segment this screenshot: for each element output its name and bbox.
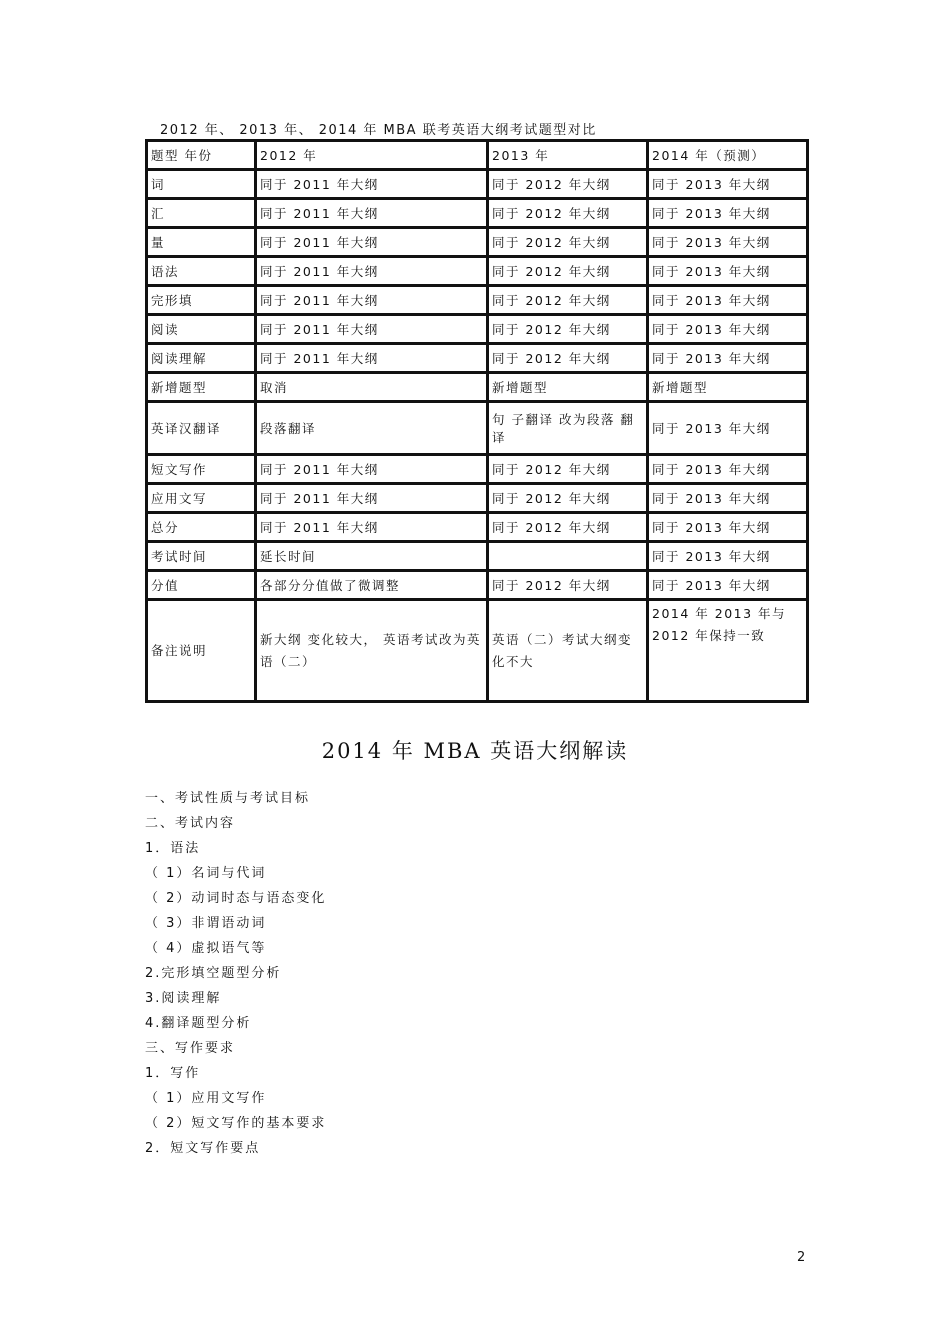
table-row	[147, 315, 808, 344]
header-cell: 2013 年	[488, 141, 648, 170]
table-row	[147, 228, 808, 257]
outline-item: 4.翻译题型分析	[145, 1016, 252, 1031]
outline-item: （ 4）虚拟语气等	[145, 941, 267, 956]
table-cell: 同于 2012 年大纲	[488, 286, 648, 315]
table-cell: 同于 2012 年大纲	[488, 170, 648, 199]
table-cell: 同于 2012 年大纲	[488, 513, 648, 542]
table-cell: 句 子翻译 改为段落 翻 译	[488, 402, 648, 455]
table-cell: 同于 2013 年大纲	[648, 571, 808, 600]
syllabus-comparison-table	[145, 139, 809, 703]
table-row	[147, 455, 808, 484]
table-cell: 新大纲 变化较大， 英语考试改为英语（二）	[256, 600, 488, 702]
table-cell: 同于 2011 年大纲	[256, 315, 488, 344]
outline-item: 三、写作要求	[145, 1041, 236, 1056]
table-cell: 同于 2011 年大纲	[256, 257, 488, 286]
outline-item: 1．写作	[145, 1066, 201, 1081]
table-cell: 新增题型	[488, 373, 648, 402]
table-cell: 段落翻译	[256, 402, 488, 455]
outline-item: （ 3）非谓语动词	[145, 916, 267, 931]
table-cell: 同于 2013 年大纲	[648, 257, 808, 286]
outline-item: （ 1）名词与代词	[145, 866, 267, 881]
outline-item: 二、考试内容	[145, 816, 236, 831]
table-cell: 量	[147, 228, 256, 257]
table-cell: 备注说明	[147, 600, 256, 702]
table-cell: 取消	[256, 373, 488, 402]
table-cell: 同于 2011 年大纲	[256, 484, 488, 513]
outline-item: 一、考试性质与考试目标	[145, 791, 311, 806]
table-cell: 同于 2013 年大纲	[648, 170, 808, 199]
table-cell: 同于 2012 年大纲	[488, 455, 648, 484]
table-cell: 分值	[147, 571, 256, 600]
table-cell: 阅读理解	[147, 344, 256, 373]
outline-item: 1．语法	[145, 841, 201, 856]
table-cell: 同于 2012 年大纲	[488, 199, 648, 228]
table-row	[147, 484, 808, 513]
table-cell	[488, 542, 648, 571]
table-cell: 同于 2013 年大纲	[648, 315, 808, 344]
table-cell: 同于 2013 年大纲	[648, 484, 808, 513]
table-cell: 延长时间	[256, 542, 488, 571]
table-cell: 应用文写	[147, 484, 256, 513]
table-cell: 同于 2011 年大纲	[256, 286, 488, 315]
outline-item: （ 2）动词时态与语态变化	[145, 891, 327, 906]
header-cell: 2012 年	[256, 141, 488, 170]
table-row	[147, 373, 808, 402]
header-cell: 题型 年份	[147, 141, 256, 170]
table-cell: 同于 2013 年大纲	[648, 542, 808, 571]
table-cell: 同于 2011 年大纲	[256, 228, 488, 257]
outline-list	[145, 786, 326, 1161]
table-cell: 英译汉翻译	[147, 402, 256, 455]
table-cell: 各部分分值做了微调整	[256, 571, 488, 600]
table-cell: 同于 2012 年大纲	[488, 257, 648, 286]
table-row	[147, 199, 808, 228]
table-header-row	[147, 141, 808, 170]
table-cell: 同于 2012 年大纲	[488, 484, 648, 513]
outline-item: 3.阅读理解	[145, 991, 222, 1006]
outline-item: 2.完形填空题型分析	[145, 966, 282, 981]
table-cell: 总分	[147, 513, 256, 542]
table-cell: 同于 2012 年大纲	[488, 571, 648, 600]
table-cell: 同于 2013 年大纲	[648, 513, 808, 542]
table-cell: 同于 2011 年大纲	[256, 170, 488, 199]
table-cell: 完形填	[147, 286, 256, 315]
table-row	[147, 542, 808, 571]
table-cell: 阅读	[147, 315, 256, 344]
table-cell: 同于 2012 年大纲	[488, 344, 648, 373]
table-cell: 新增题型	[648, 373, 808, 402]
table-cell: 考试时间	[147, 542, 256, 571]
table-cell: 同于 2013 年大纲	[648, 286, 808, 315]
table-cell: 同于 2013 年大纲	[648, 344, 808, 373]
table-cell: 汇	[147, 199, 256, 228]
table-cell: 同于 2011 年大纲	[256, 344, 488, 373]
table-cell: 短文写作	[147, 455, 256, 484]
table-cell: 同于 2013 年大纲	[648, 199, 808, 228]
table-cell: 同于 2012 年大纲	[488, 315, 648, 344]
table-row	[147, 402, 808, 455]
table-row	[147, 513, 808, 542]
table-row	[147, 571, 808, 600]
table-row	[147, 600, 808, 702]
table-row	[147, 170, 808, 199]
page-number: 2	[797, 1250, 806, 1265]
table-cell: 2014 年 2013 年与 2012 年保持一致	[648, 600, 808, 702]
outline-item: （ 2）短文写作的基本要求	[145, 1116, 327, 1131]
document-title: 2014 年 MBA 英语大纲解读	[321, 739, 629, 763]
table-cell: 语法	[147, 257, 256, 286]
table-row	[147, 286, 808, 315]
table-cell: 英语（二）考试大纲变化不大	[488, 600, 648, 702]
table-cell: 同于 2011 年大纲	[256, 513, 488, 542]
table-cell: 新增题型	[147, 373, 256, 402]
table-cell: 词	[147, 170, 256, 199]
outline-item: （ 1）应用文写作	[145, 1091, 267, 1106]
table-cell: 同于 2012 年大纲	[488, 228, 648, 257]
outline-item: 2．短文写作要点	[145, 1141, 261, 1156]
table-cell: 同于 2011 年大纲	[256, 455, 488, 484]
table-row	[147, 257, 808, 286]
table-row	[147, 344, 808, 373]
table-cell: 同于 2013 年大纲	[648, 228, 808, 257]
table-cell: 同于 2013 年大纲	[648, 455, 808, 484]
table-caption: 2012 年、 2013 年、 2014 年 MBA 联考英语大纲考试题型对比	[160, 123, 597, 138]
header-cell: 2014 年（预测）	[648, 141, 808, 170]
table-cell: 同于 2011 年大纲	[256, 199, 488, 228]
table-cell: 同于 2013 年大纲	[648, 402, 808, 455]
